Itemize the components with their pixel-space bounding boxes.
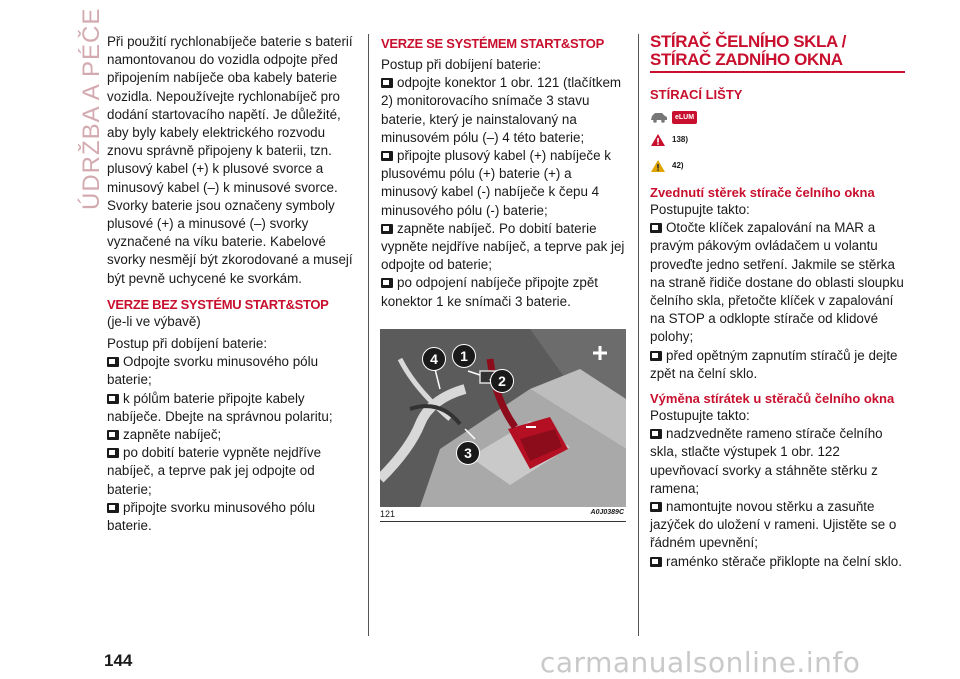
car-icon bbox=[650, 111, 668, 123]
caption-rule bbox=[380, 521, 626, 522]
column-divider bbox=[638, 34, 639, 636]
column-divider bbox=[368, 34, 369, 636]
list-item: Otočte klíček zapalování na MAR a pravým pákovým ovládačem u volantu proveďte jedno setření. Jakmile se stěrka na straně řidiče dostane do oblasti sloupku čelního skla, přetočte klíček v zapalování na STOP a odklopte stírače od klidové polohy; bbox=[650, 220, 904, 345]
checkbox-bullet-icon bbox=[381, 151, 393, 161]
list-item: po dobití baterie vypněte nejdříve nabíječ, a teprve pak jej odpojte od baterie; bbox=[107, 445, 322, 497]
warning-icon bbox=[650, 133, 666, 147]
caution-icon bbox=[650, 159, 666, 173]
watermark-text: carmanualsonline.info bbox=[540, 646, 861, 679]
list-item: k pólům baterie připojte kabely nabíječe. Dbejte na správnou polaritu; bbox=[107, 390, 333, 424]
list-item: po odpojení nabíječe připojte zpět konektor 1 ke snímači 3 baterie. bbox=[381, 275, 599, 309]
intro-paragraph: Při použití rychlonabíječe baterie s baterií namontovanou do vozidla odpojte před připojením nabíječe oba kabely baterie vozidla. Nepoužívejte rychlonabíječ pro dodání startovacího napětí. Je důležité, aby byly kabely elektrického rozvodu znovu správně připojeny k baterii, tzn. plusový kabel (+) k plusové svorce a minusový kabel (–) k minusové svorce. Svorky baterie jsou označeny symboly plusové (+) a minusové (–) svorky vyznačené na víku baterie. Kabelové svorky nesmějí být zkorodované a musejí být pevně uchycené ke svorkám. bbox=[107, 34, 353, 286]
battery-figure bbox=[380, 329, 626, 507]
list-item: odpojte konektor 1 obr. 121 (tlačítkem 2) monitorovacího snímače 3 stavu baterie, který je nainstalovaný na minusovém pólu (–) 4 této baterie; bbox=[381, 75, 622, 145]
callout-3: 3 bbox=[456, 441, 480, 465]
section-title: STÍRAČ ČELNÍHO SKLA / STÍRAČ ZADNÍHO OKNA bbox=[650, 33, 905, 73]
checkbox-bullet-icon bbox=[107, 448, 119, 458]
checkbox-bullet-icon bbox=[107, 430, 119, 440]
column-1 bbox=[107, 33, 357, 535]
list-item: zapněte nabíječ; bbox=[107, 426, 357, 444]
list-item: připojte plusový kabel (+) nabíječe k plusovému pólu (+) baterie (+) a minusový kabel (-) nabíječe k čepu 4 minusového pólu (-) baterie; bbox=[381, 148, 611, 218]
checkbox-bullet-icon bbox=[107, 394, 119, 404]
list-item: nadzvedněte rameno stírače čelního skla, stlačte výstupek 1 obr. 122 upevňovací svorky a stáhněte stěrku z ramena; bbox=[650, 426, 883, 496]
checkbox-bullet-icon bbox=[650, 429, 662, 439]
list-item: před opětným zapnutím stíračů je dejte zpět na čelní sklo. bbox=[650, 347, 898, 381]
caution-note bbox=[650, 155, 905, 177]
figure-code: A0J0389C bbox=[590, 509, 624, 516]
section-subtitle: STÍRACÍ LIŠTY bbox=[650, 87, 743, 102]
lead-text: Postupujte takto: bbox=[650, 408, 750, 424]
lead-text: Postup při dobíjení baterie: bbox=[107, 336, 268, 352]
checkbox-bullet-icon bbox=[650, 223, 662, 233]
heading-without-start-stop: VERZE BEZ SYSTÉMU START&STOP bbox=[107, 296, 329, 312]
list-item: připojte svorku minusového pólu baterie. bbox=[107, 499, 316, 534]
warning-note bbox=[650, 129, 905, 151]
heading-with-start-stop: VERZE SE SYSTÉMEM START&STOP bbox=[381, 36, 604, 51]
callout-2: 2 bbox=[490, 369, 514, 393]
callout-1: 1 bbox=[452, 344, 476, 368]
sec1-heading: Zvednutí stěrek stírače čelního okna bbox=[650, 185, 875, 200]
figure-number: 121 bbox=[380, 509, 396, 519]
warning-ref: 138) bbox=[672, 134, 689, 144]
column-3 bbox=[650, 33, 905, 571]
equipment-icons bbox=[650, 109, 905, 125]
list-item: zapněte nabíječ. Po dobití baterie vypněte nejdříve nabíječ, a teprve pak jej odpojte od baterie; bbox=[381, 220, 625, 273]
figure-caption bbox=[380, 507, 626, 521]
list-item: Odpojte svorku minusového pólu baterie; bbox=[107, 354, 319, 388]
caution-ref: 42) bbox=[672, 160, 684, 170]
checkbox-bullet-icon bbox=[107, 503, 119, 513]
lead-text: Postup při dobíjení baterie: bbox=[381, 57, 542, 72]
section-side-tab bbox=[52, 7, 105, 210]
checkbox-bullet-icon bbox=[107, 357, 119, 367]
list-item: namontujte novou stěrku a zasuňte jazýček do uložení v rameni. Ujistěte se o řádném upevnění; bbox=[650, 499, 897, 551]
lead-text: Postupujte takto: bbox=[650, 202, 750, 217]
list-item: raménko stěrače přiklopte na čelní sklo. bbox=[650, 553, 905, 571]
checkbox-bullet-icon bbox=[381, 78, 393, 88]
checkbox-bullet-icon bbox=[650, 351, 662, 361]
sec2-heading: Výměna stírátek u stěračů čelního okna bbox=[650, 391, 895, 407]
column-2 bbox=[381, 33, 626, 311]
side-tab-label: ÚDRŽBA A PÉČE bbox=[78, 7, 105, 210]
checkbox-bullet-icon bbox=[381, 278, 393, 288]
heading-note: (je-li ve výbavě) bbox=[107, 313, 201, 329]
callout-4: 4 bbox=[422, 347, 446, 371]
checkbox-bullet-icon bbox=[650, 502, 662, 512]
page-number: 144 bbox=[104, 651, 133, 670]
battery-illustration bbox=[380, 329, 626, 507]
elum-badge: eLUM bbox=[672, 111, 697, 124]
checkbox-bullet-icon bbox=[381, 224, 393, 234]
checkbox-bullet-icon bbox=[650, 557, 662, 567]
